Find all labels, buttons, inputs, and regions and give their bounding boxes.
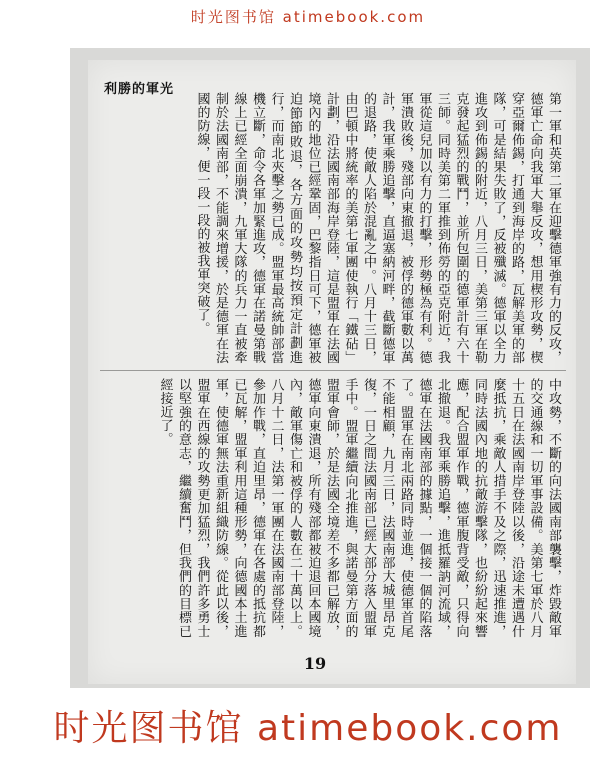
- running-title: 利勝的軍光: [104, 82, 175, 97]
- section-divider: [100, 370, 566, 371]
- watermark-bottom: 时光图书馆 atimebook.com: [53, 708, 563, 749]
- page-number: 19: [303, 654, 327, 673]
- bottom-text-block: 中攻勢，不斷的向法國南部襲擊，炸毀敵軍的交通線和一切軍事設備。美第七軍於八月十五日在法國南岸登陸以後，沿途未遭遇什麼抵抗，乘敵人措手不及之際，迅速推進，同時法國內地的抗敵游擊隊，也紛紛起來響應，配合盟軍作戰，德軍腹背受敵，只得向北撤退。我軍乘勝追擊，進抵羅訥河流域，德軍在法國南部的據點，一個接一個的陷落了。盟軍在南北兩路同時並進，使德軍首尾不能相顧，九月三日，法國南部大城里昂克復，一日之間法國南部已經大部分落入盟軍手中。盟軍繼續向北推進，與諾曼第方面的盟軍會師，於是法國全境差不多都已解放，德軍向東潰退，所有殘部都被迫退回本國境內，敵軍傷亡和被俘的人數在二十萬以上。八月十二日，法第一軍團在法國南部登陸，參加作戰，直迫里昂，德軍在各處的抵抗都已瓦解，盟軍利用這種形勢，向德國本土進軍，使德軍無法重新組織防線。從此以後，盟軍在西線的攻勢更加猛烈，我們許多勇士以堅強的意志，繼續奮鬥，但我們的目標已經接近了。: [157, 378, 561, 638]
- top-text-block: 第一軍和英第二軍在迎擊德軍強有力的反攻，德軍亡命向我軍大舉反攻，想用楔形攻勢，楔穿亞爾佈錫，打通到海岸的路，瓦解美軍的部隊，可是結果失敗了，反被殲滅。德軍以全力進攻到佈錫的附近，八月三日，美第三軍在勒克發起猛烈的戰鬥，並所包圍的德軍計有六十三師。同時美第二軍推到佈勞的亞克附近，我軍從這兒加以有力的打擊，形勢極為有利。德軍潰敗後，殘部向東撤退，被俘的德軍數以萬計，我軍乘勝追擊，直逼塞納河畔，截斷德軍的退路，使敵人陷於混亂之中。八月十三日，由巴頓中將統率的美第七軍團使執行「鐵砧」計劃，沿法國南部海岸登陸，這是盟軍在法國境內的地位已經鞏固，巴黎指日可下，德軍被迫節節敗退，各方面的攻勢均按預定計劃進行，而南北夾擊之勢已成。盟軍最高統帥部當機立斷，命令各軍加緊進攻，德軍在諾曼第戰線上已經全面崩潰，九軍大隊的兵力一直被牽制於法國南部，不能調來增援，於是德軍在法國的防線，便一段一段的被我軍突破了。: [194, 92, 561, 364]
- watermark-top: 时光图书馆 atimebook.com: [190, 8, 426, 26]
